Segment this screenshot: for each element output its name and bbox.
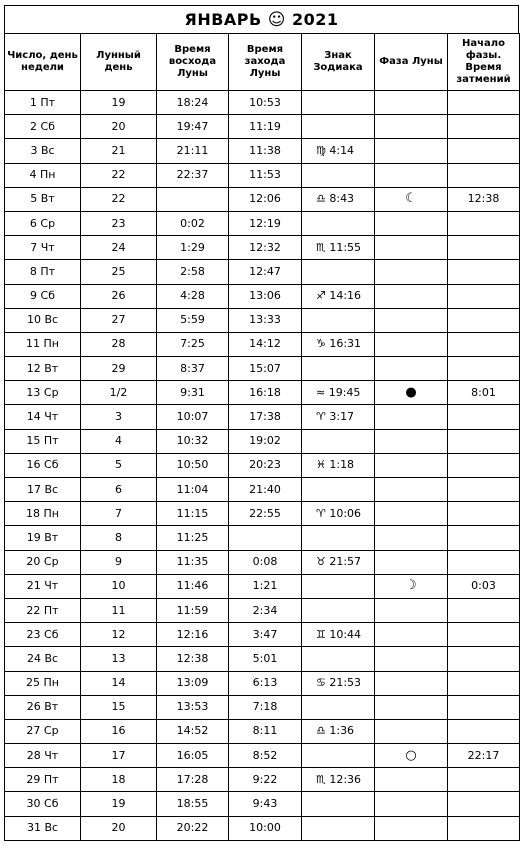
cell-phase: ● bbox=[375, 381, 448, 405]
table-row bbox=[5, 719, 520, 743]
header-lunar-day: Лунный день bbox=[81, 34, 157, 91]
cell-phase-time bbox=[448, 719, 520, 743]
cell-lunar-day: 22 bbox=[81, 187, 157, 211]
cell-day: 1 Пт bbox=[5, 91, 81, 115]
cell-phase-time bbox=[448, 91, 520, 115]
cell-zodiac bbox=[302, 598, 375, 622]
cell-phase-time bbox=[448, 211, 520, 235]
header-phase: Фаза Луны bbox=[375, 34, 448, 91]
cell-phase bbox=[375, 211, 448, 235]
cell-day: 22 Пт bbox=[5, 598, 81, 622]
cell-phase bbox=[375, 260, 448, 284]
cell-phase bbox=[375, 115, 448, 139]
cell-day: 17 Вс bbox=[5, 478, 81, 502]
cell-moonrise: 5:59 bbox=[157, 308, 229, 332]
cell-moonrise: 11:04 bbox=[157, 478, 229, 502]
table-row bbox=[5, 768, 520, 792]
cell-lunar-day: 20 bbox=[81, 115, 157, 139]
cell-phase bbox=[375, 550, 448, 574]
cell-phase bbox=[375, 792, 448, 816]
cell-phase bbox=[375, 236, 448, 260]
table-row bbox=[5, 695, 520, 719]
cell-phase-time bbox=[448, 429, 520, 453]
header-moonrise: Время восхода Луны bbox=[157, 34, 229, 91]
cell-day: 7 Чт bbox=[5, 236, 81, 260]
table-row bbox=[5, 260, 520, 284]
cell-lunar-day: 27 bbox=[81, 308, 157, 332]
cell-moonset: 21:40 bbox=[229, 478, 302, 502]
cell-moonrise: 13:09 bbox=[157, 671, 229, 695]
cell-zodiac bbox=[302, 792, 375, 816]
cell-moonset: 5:01 bbox=[229, 647, 302, 671]
cell-day: 8 Пт bbox=[5, 260, 81, 284]
cell-phase-time bbox=[448, 332, 520, 356]
cell-day: 20 Ср bbox=[5, 550, 81, 574]
cell-day: 18 Пн bbox=[5, 502, 81, 526]
cell-moonrise: 16:05 bbox=[157, 744, 229, 768]
cell-phase bbox=[375, 816, 448, 840]
cell-lunar-day: 3 bbox=[81, 405, 157, 429]
sun-face-icon: ☺ bbox=[267, 9, 286, 30]
cell-phase bbox=[375, 502, 448, 526]
cell-moonrise: 0:02 bbox=[157, 211, 229, 235]
cell-zodiac: ♋ 21:53 bbox=[302, 671, 375, 695]
cell-moonrise bbox=[157, 187, 229, 211]
calendar-title bbox=[4, 5, 519, 33]
cell-zodiac: ♑ 16:31 bbox=[302, 332, 375, 356]
cell-zodiac bbox=[302, 357, 375, 381]
table-row bbox=[5, 744, 520, 768]
cell-phase-time bbox=[448, 405, 520, 429]
cell-moonrise: 9:31 bbox=[157, 381, 229, 405]
header-row bbox=[5, 34, 520, 91]
table-row bbox=[5, 574, 520, 598]
cell-moonset: 14:12 bbox=[229, 332, 302, 356]
cell-lunar-day: 7 bbox=[81, 502, 157, 526]
cell-phase-time bbox=[448, 671, 520, 695]
cell-zodiac: ♊ 10:44 bbox=[302, 623, 375, 647]
table-row bbox=[5, 526, 520, 550]
cell-moonrise: 10:32 bbox=[157, 429, 229, 453]
cell-phase bbox=[375, 405, 448, 429]
cell-phase-time bbox=[448, 478, 520, 502]
cell-moonrise: 10:50 bbox=[157, 453, 229, 477]
cell-moonrise: 8:37 bbox=[157, 357, 229, 381]
table-row bbox=[5, 381, 520, 405]
cell-moonrise: 13:53 bbox=[157, 695, 229, 719]
cell-moonset: 19:02 bbox=[229, 429, 302, 453]
cell-phase-time bbox=[448, 623, 520, 647]
table-row bbox=[5, 187, 520, 211]
cell-lunar-day: 16 bbox=[81, 719, 157, 743]
cell-moonrise: 20:22 bbox=[157, 816, 229, 840]
header-phase-start: Начало фазы. Время затмений bbox=[448, 34, 520, 91]
cell-phase bbox=[375, 284, 448, 308]
cell-lunar-day: 10 bbox=[81, 574, 157, 598]
table-row bbox=[5, 647, 520, 671]
cell-phase-time bbox=[448, 598, 520, 622]
cell-day: 2 Сб bbox=[5, 115, 81, 139]
cell-phase-time: 0:03 bbox=[448, 574, 520, 598]
cell-day: 3 Вс bbox=[5, 139, 81, 163]
cell-lunar-day: 9 bbox=[81, 550, 157, 574]
cell-lunar-day: 29 bbox=[81, 357, 157, 381]
cell-moonset: 1:21 bbox=[229, 574, 302, 598]
cell-phase-time bbox=[448, 284, 520, 308]
table-row bbox=[5, 284, 520, 308]
cell-phase bbox=[375, 768, 448, 792]
cell-lunar-day: 21 bbox=[81, 139, 157, 163]
cell-moonset: 11:53 bbox=[229, 163, 302, 187]
cell-moonrise: 19:47 bbox=[157, 115, 229, 139]
cell-phase: ○ bbox=[375, 744, 448, 768]
cell-zodiac bbox=[302, 574, 375, 598]
cell-phase-time: 12:38 bbox=[448, 187, 520, 211]
table-row bbox=[5, 405, 520, 429]
cell-moonset: 12:47 bbox=[229, 260, 302, 284]
cell-moonset bbox=[229, 526, 302, 550]
cell-moonset: 9:43 bbox=[229, 792, 302, 816]
table-row bbox=[5, 792, 520, 816]
cell-zodiac: ♎ 1:36 bbox=[302, 719, 375, 743]
cell-moonrise: 11:15 bbox=[157, 502, 229, 526]
cell-lunar-day: 4 bbox=[81, 429, 157, 453]
cell-lunar-day: 19 bbox=[81, 792, 157, 816]
lunar-calendar-table bbox=[4, 33, 520, 841]
cell-phase-time bbox=[448, 163, 520, 187]
cell-phase bbox=[375, 647, 448, 671]
table-row bbox=[5, 671, 520, 695]
table-row bbox=[5, 816, 520, 840]
cell-day: 12 Вт bbox=[5, 357, 81, 381]
cell-zodiac: ♈ 10:06 bbox=[302, 502, 375, 526]
cell-day: 24 Вс bbox=[5, 647, 81, 671]
cell-lunar-day: 28 bbox=[81, 332, 157, 356]
cell-moonrise: 18:55 bbox=[157, 792, 229, 816]
cell-day: 28 Чт bbox=[5, 744, 81, 768]
cell-zodiac: ♎ 8:43 bbox=[302, 187, 375, 211]
cell-zodiac bbox=[302, 163, 375, 187]
table-row bbox=[5, 139, 520, 163]
cell-phase-time bbox=[448, 816, 520, 840]
cell-lunar-day: 24 bbox=[81, 236, 157, 260]
cell-moonset: 3:47 bbox=[229, 623, 302, 647]
cell-moonrise: 12:38 bbox=[157, 647, 229, 671]
cell-phase-time bbox=[448, 308, 520, 332]
cell-moonset: 6:13 bbox=[229, 671, 302, 695]
cell-phase bbox=[375, 695, 448, 719]
cell-phase bbox=[375, 308, 448, 332]
year: 2021 bbox=[291, 10, 339, 29]
header-moonset: Время захода Луны bbox=[229, 34, 302, 91]
cell-phase bbox=[375, 163, 448, 187]
cell-moonset: 16:18 bbox=[229, 381, 302, 405]
cell-phase-time bbox=[448, 768, 520, 792]
table-row bbox=[5, 91, 520, 115]
cell-zodiac: ♐ 14:16 bbox=[302, 284, 375, 308]
cell-day: 6 Ср bbox=[5, 211, 81, 235]
cell-moonset: 15:07 bbox=[229, 357, 302, 381]
cell-zodiac: ♈ 3:17 bbox=[302, 405, 375, 429]
cell-zodiac bbox=[302, 260, 375, 284]
cell-phase bbox=[375, 429, 448, 453]
cell-lunar-day: 26 bbox=[81, 284, 157, 308]
cell-moonrise: 11:59 bbox=[157, 598, 229, 622]
cell-day: 14 Чт bbox=[5, 405, 81, 429]
cell-day: 27 Ср bbox=[5, 719, 81, 743]
cell-moonset: 8:52 bbox=[229, 744, 302, 768]
cell-moonset: 2:34 bbox=[229, 598, 302, 622]
cell-phase: ☽ bbox=[375, 574, 448, 598]
cell-lunar-day: 15 bbox=[81, 695, 157, 719]
cell-zodiac bbox=[302, 478, 375, 502]
cell-phase bbox=[375, 478, 448, 502]
cell-phase-time bbox=[448, 647, 520, 671]
cell-day: 31 Вс bbox=[5, 816, 81, 840]
cell-phase bbox=[375, 598, 448, 622]
cell-moonset: 20:23 bbox=[229, 453, 302, 477]
table-row bbox=[5, 623, 520, 647]
cell-phase-time bbox=[448, 453, 520, 477]
header-zodiac: Знак Зодиака bbox=[302, 34, 375, 91]
cell-zodiac bbox=[302, 429, 375, 453]
cell-lunar-day: 12 bbox=[81, 623, 157, 647]
cell-day: 19 Вт bbox=[5, 526, 81, 550]
cell-moonrise: 1:29 bbox=[157, 236, 229, 260]
cell-lunar-day: 5 bbox=[81, 453, 157, 477]
table-row bbox=[5, 453, 520, 477]
cell-phase-time bbox=[448, 792, 520, 816]
cell-zodiac bbox=[302, 308, 375, 332]
cell-moonrise: 18:24 bbox=[157, 91, 229, 115]
cell-lunar-day: 14 bbox=[81, 671, 157, 695]
cell-moonset: 11:19 bbox=[229, 115, 302, 139]
cell-lunar-day: 17 bbox=[81, 744, 157, 768]
cell-lunar-day: 22 bbox=[81, 163, 157, 187]
cell-moonset: 12:06 bbox=[229, 187, 302, 211]
cell-moonset: 13:33 bbox=[229, 308, 302, 332]
cell-phase bbox=[375, 357, 448, 381]
cell-phase-time bbox=[448, 236, 520, 260]
cell-day: 9 Сб bbox=[5, 284, 81, 308]
cell-zodiac: ♉ 21:57 bbox=[302, 550, 375, 574]
cell-lunar-day: 13 bbox=[81, 647, 157, 671]
cell-moonrise: 11:35 bbox=[157, 550, 229, 574]
cell-moonset: 12:32 bbox=[229, 236, 302, 260]
cell-phase-time bbox=[448, 502, 520, 526]
cell-day: 25 Пн bbox=[5, 671, 81, 695]
calendar bbox=[4, 5, 519, 841]
cell-moonrise: 22:37 bbox=[157, 163, 229, 187]
header-day: Число, день недели bbox=[5, 34, 81, 91]
cell-lunar-day: 8 bbox=[81, 526, 157, 550]
cell-moonrise: 14:52 bbox=[157, 719, 229, 743]
cell-phase-time bbox=[448, 695, 520, 719]
cell-moonset: 12:19 bbox=[229, 211, 302, 235]
cell-zodiac: ♏ 12:36 bbox=[302, 768, 375, 792]
cell-moonset: 17:38 bbox=[229, 405, 302, 429]
cell-moonset: 13:06 bbox=[229, 284, 302, 308]
cell-moonset: 9:22 bbox=[229, 768, 302, 792]
cell-day: 5 Вт bbox=[5, 187, 81, 211]
cell-moonrise: 21:11 bbox=[157, 139, 229, 163]
cell-lunar-day: 20 bbox=[81, 816, 157, 840]
cell-lunar-day: 19 bbox=[81, 91, 157, 115]
cell-day: 11 Пн bbox=[5, 332, 81, 356]
cell-moonset: 0:08 bbox=[229, 550, 302, 574]
cell-lunar-day: 1/2 bbox=[81, 381, 157, 405]
cell-zodiac bbox=[302, 115, 375, 139]
cell-phase bbox=[375, 623, 448, 647]
cell-phase-time bbox=[448, 526, 520, 550]
cell-zodiac: ♓ 1:18 bbox=[302, 453, 375, 477]
cell-moonrise: 2:58 bbox=[157, 260, 229, 284]
table-row bbox=[5, 550, 520, 574]
cell-day: 29 Пт bbox=[5, 768, 81, 792]
cell-moonset: 10:00 bbox=[229, 816, 302, 840]
table-row bbox=[5, 236, 520, 260]
cell-day: 4 Пн bbox=[5, 163, 81, 187]
table-row bbox=[5, 163, 520, 187]
cell-moonrise: 17:28 bbox=[157, 768, 229, 792]
cell-phase bbox=[375, 719, 448, 743]
cell-phase-time bbox=[448, 550, 520, 574]
cell-zodiac bbox=[302, 526, 375, 550]
cell-lunar-day: 25 bbox=[81, 260, 157, 284]
cell-zodiac bbox=[302, 744, 375, 768]
cell-moonset: 7:18 bbox=[229, 695, 302, 719]
cell-phase bbox=[375, 91, 448, 115]
cell-day: 15 Пт bbox=[5, 429, 81, 453]
cell-day: 10 Вс bbox=[5, 308, 81, 332]
cell-day: 13 Ср bbox=[5, 381, 81, 405]
cell-lunar-day: 11 bbox=[81, 598, 157, 622]
cell-zodiac bbox=[302, 816, 375, 840]
cell-zodiac bbox=[302, 647, 375, 671]
cell-moonset: 8:11 bbox=[229, 719, 302, 743]
cell-phase: ☾ bbox=[375, 187, 448, 211]
cell-phase bbox=[375, 453, 448, 477]
cell-phase bbox=[375, 671, 448, 695]
cell-moonset: 10:53 bbox=[229, 91, 302, 115]
cell-moonrise: 7:25 bbox=[157, 332, 229, 356]
cell-phase-time bbox=[448, 115, 520, 139]
cell-day: 21 Чт bbox=[5, 574, 81, 598]
cell-day: 16 Сб bbox=[5, 453, 81, 477]
cell-zodiac bbox=[302, 91, 375, 115]
cell-phase-time bbox=[448, 260, 520, 284]
table-row bbox=[5, 332, 520, 356]
cell-phase bbox=[375, 526, 448, 550]
table-row bbox=[5, 115, 520, 139]
table-row bbox=[5, 429, 520, 453]
cell-moonrise: 10:07 bbox=[157, 405, 229, 429]
cell-moonrise: 11:25 bbox=[157, 526, 229, 550]
cell-phase-time: 8:01 bbox=[448, 381, 520, 405]
month-name: ЯНВАРЬ bbox=[184, 10, 262, 29]
table-row bbox=[5, 502, 520, 526]
cell-day: 26 Вт bbox=[5, 695, 81, 719]
table-row bbox=[5, 211, 520, 235]
table-row bbox=[5, 357, 520, 381]
cell-lunar-day: 23 bbox=[81, 211, 157, 235]
cell-zodiac bbox=[302, 695, 375, 719]
cell-moonrise: 4:28 bbox=[157, 284, 229, 308]
cell-zodiac: ♏ 11:55 bbox=[302, 236, 375, 260]
cell-phase bbox=[375, 139, 448, 163]
cell-day: 23 Сб bbox=[5, 623, 81, 647]
cell-lunar-day: 18 bbox=[81, 768, 157, 792]
cell-moonrise: 12:16 bbox=[157, 623, 229, 647]
cell-phase-time bbox=[448, 357, 520, 381]
table-row bbox=[5, 308, 520, 332]
cell-zodiac bbox=[302, 211, 375, 235]
cell-moonset: 11:38 bbox=[229, 139, 302, 163]
cell-lunar-day: 6 bbox=[81, 478, 157, 502]
cell-phase-time bbox=[448, 139, 520, 163]
cell-phase-time: 22:17 bbox=[448, 744, 520, 768]
table-row bbox=[5, 478, 520, 502]
cell-zodiac: ≈ 19:45 bbox=[302, 381, 375, 405]
table-row bbox=[5, 598, 520, 622]
cell-zodiac: ♍ 4:14 bbox=[302, 139, 375, 163]
cell-phase bbox=[375, 332, 448, 356]
cell-moonrise: 11:46 bbox=[157, 574, 229, 598]
cell-day: 30 Сб bbox=[5, 792, 81, 816]
cell-moonset: 22:55 bbox=[229, 502, 302, 526]
